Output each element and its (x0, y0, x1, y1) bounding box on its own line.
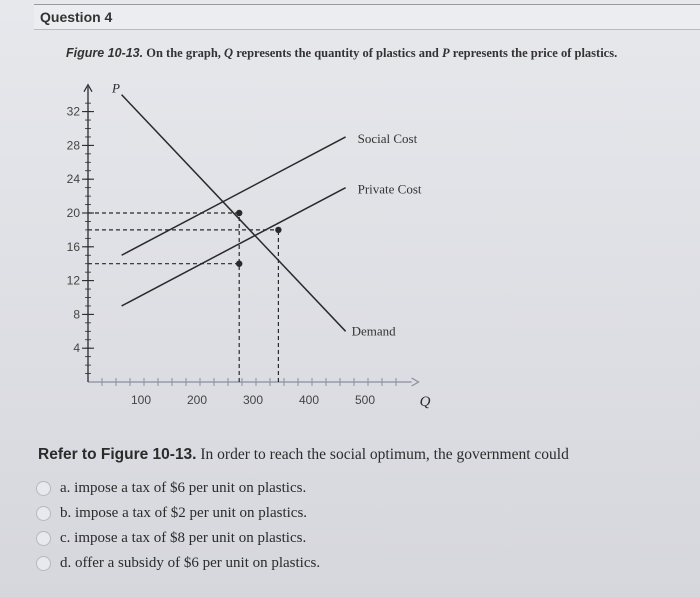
option-d-label: d. offer a subsidy of $6 per unit on plastics. (60, 555, 321, 571)
option-c-label: c. impose a tax of $8 per unit on plastics. (60, 530, 307, 546)
question-title: Question 4 (40, 9, 113, 25)
social-cost-label: Social Cost (357, 130, 418, 146)
radio-button-b[interactable] (36, 506, 51, 521)
x-axis-label: Q (419, 394, 431, 410)
x-axis-arrow (412, 378, 419, 386)
option-a[interactable] (36, 476, 320, 501)
question-prompt (38, 446, 678, 464)
equilibrium-point (236, 261, 242, 267)
radio-button-a[interactable] (36, 481, 51, 496)
option-d[interactable] (36, 551, 320, 576)
y-tick-label: 4 (73, 341, 80, 356)
option-b[interactable] (36, 501, 320, 526)
option-b-label: b. impose a tax of $2 per unit on plastics. (60, 505, 308, 521)
radio-button-c[interactable] (36, 531, 51, 546)
equilibrium-point (236, 210, 242, 216)
caption-q: Q (224, 46, 234, 60)
radio-button-d[interactable] (36, 556, 51, 571)
x-tick-label: 100 (130, 393, 152, 407)
y-tick-label: 28 (66, 138, 80, 153)
option-c[interactable] (36, 526, 320, 551)
y-tick-label: 8 (73, 307, 80, 322)
y-tick-label: 24 (66, 172, 80, 187)
highlight-points (236, 210, 282, 267)
y-tick-label: 20 (66, 206, 80, 220)
y-axis-label: P (112, 80, 120, 96)
private-cost-line (122, 188, 346, 306)
option-a-label: a. impose a tax of $6 per unit on plastics. (60, 480, 307, 496)
x-tick-label: 400 (298, 393, 320, 407)
chart-labels (67, 81, 431, 410)
figure-label: Figure 10-13. (66, 46, 144, 60)
caption-part-3: represents the quantity of plastics and (233, 46, 443, 60)
axes (82, 85, 419, 386)
demand-line (122, 95, 346, 332)
figure-reference: Refer to Figure 10-13. (38, 446, 197, 463)
caption-p: P (442, 46, 450, 60)
y-tick-label: 12 (66, 273, 80, 288)
y-tick-label: 16 (66, 239, 80, 254)
answer-options (36, 476, 320, 576)
caption-part-5: represents the price of plastics. (449, 46, 618, 60)
private-cost-label: Private Cost (357, 181, 422, 197)
x-tick-label: 500 (354, 393, 376, 407)
equilibrium-point (275, 227, 281, 233)
caption-part-1: On the graph, (146, 46, 225, 60)
x-tick-label: 300 (242, 393, 264, 407)
x-tick-label: 200 (186, 393, 208, 407)
prompt-text: In order to reach the social optimum, the government could (196, 446, 569, 463)
social-cost-line (122, 137, 346, 255)
curves (122, 95, 346, 332)
demand-label: Demand (351, 323, 396, 339)
y-tick-label: 32 (66, 104, 80, 119)
